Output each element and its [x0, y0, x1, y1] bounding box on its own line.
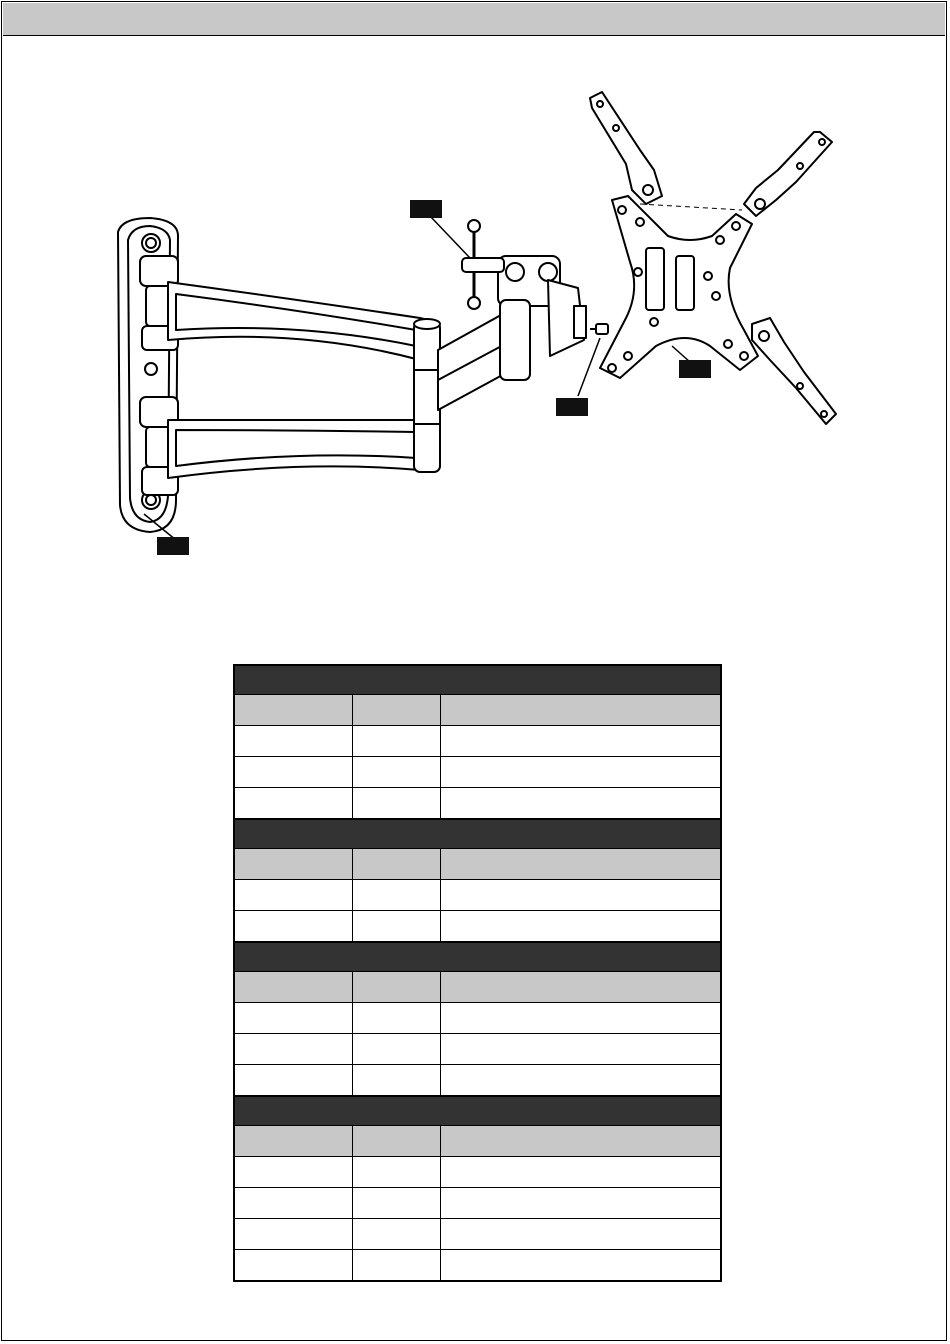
parts-group-title [235, 664, 720, 694]
column-header [235, 849, 353, 879]
column-header [235, 972, 353, 1002]
table-cell [353, 1250, 441, 1280]
table-cell [441, 1065, 720, 1095]
column-header [353, 1126, 441, 1156]
column-header [441, 972, 720, 1002]
table-row [235, 879, 720, 910]
parts-header-row [235, 1125, 720, 1156]
table-cell [235, 757, 353, 787]
table-row [235, 1249, 720, 1280]
table-cell [353, 1034, 441, 1064]
column-header [353, 695, 441, 725]
table-cell [441, 788, 720, 818]
table-cell [441, 1250, 720, 1280]
table-cell [353, 788, 441, 818]
table-cell [235, 788, 353, 818]
table-row [235, 1064, 720, 1095]
table-cell [441, 757, 720, 787]
table-row [235, 1002, 720, 1033]
column-header [441, 849, 720, 879]
column-header [235, 695, 353, 725]
table-cell [353, 911, 441, 941]
table-cell [235, 880, 353, 910]
mount-exploded-diagram [0, 0, 950, 600]
column-header [353, 849, 441, 879]
table-row [235, 1187, 720, 1218]
table-row [235, 1156, 720, 1187]
table-cell [441, 726, 720, 756]
table-cell [441, 911, 720, 941]
parts-group-title [235, 941, 720, 971]
parts-table [233, 664, 722, 1282]
callout-label [679, 360, 711, 378]
upper-arm [168, 282, 436, 360]
table-cell [441, 1157, 720, 1187]
table-cell [353, 757, 441, 787]
table-row [235, 787, 720, 818]
table-cell [235, 726, 353, 756]
parts-group-title [235, 818, 720, 848]
table-row [235, 910, 720, 941]
table-cell [353, 726, 441, 756]
table-cell [235, 1003, 353, 1033]
elbow-pivot [414, 322, 440, 472]
table-row [235, 1218, 720, 1249]
table-cell [441, 1188, 720, 1218]
table-cell [353, 1003, 441, 1033]
table-cell [353, 1065, 441, 1095]
table-cell [353, 1157, 441, 1187]
table-row [235, 1033, 720, 1064]
table-cell [441, 1003, 720, 1033]
table-cell [235, 1219, 353, 1249]
parts-header-row [235, 694, 720, 725]
table-cell [441, 1219, 720, 1249]
table-cell [441, 880, 720, 910]
column-header [441, 695, 720, 725]
table-cell [235, 1250, 353, 1280]
table-cell [235, 1157, 353, 1187]
table-cell [235, 1065, 353, 1095]
column-header [441, 1126, 720, 1156]
table-cell [235, 1034, 353, 1064]
parts-header-row [235, 971, 720, 1002]
callout-label [157, 537, 189, 555]
table-cell [441, 1034, 720, 1064]
column-header [353, 972, 441, 1002]
table-cell [353, 880, 441, 910]
callout-label [410, 200, 442, 218]
table-row [235, 725, 720, 756]
lower-arm [168, 420, 436, 478]
parts-group-title [235, 1095, 720, 1125]
callout-label [556, 398, 588, 416]
column-header [235, 1126, 353, 1156]
table-row [235, 756, 720, 787]
parts-header-row [235, 848, 720, 879]
table-cell [235, 911, 353, 941]
table-cell [353, 1219, 441, 1249]
table-cell [353, 1188, 441, 1218]
table-cell [235, 1188, 353, 1218]
